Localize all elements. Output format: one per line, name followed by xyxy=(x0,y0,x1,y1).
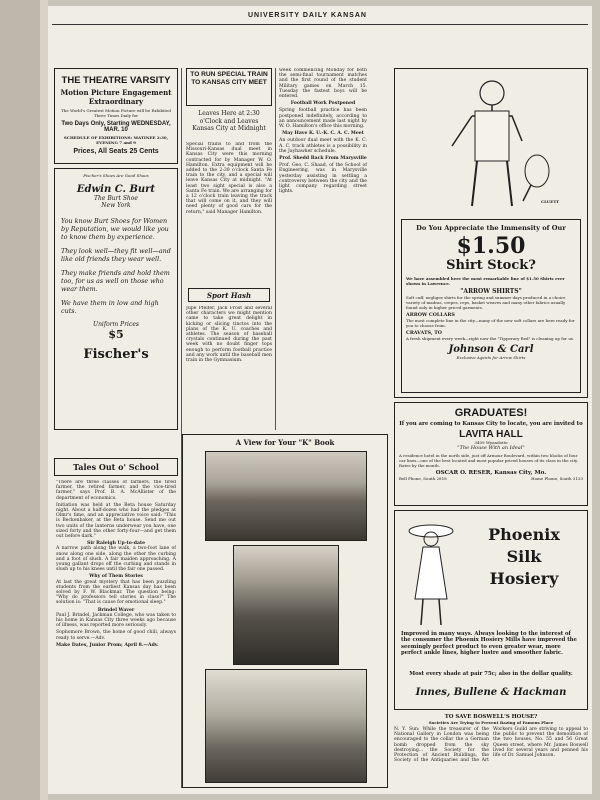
graduates-phone1: Bell Phone, South 2818 xyxy=(399,476,447,481)
arrow-product: Shirt Stock? xyxy=(446,258,536,273)
graduates-hall: LAVITA HALL xyxy=(459,429,523,440)
burt-brand: Edwin C. Burt xyxy=(76,184,156,195)
football-head: Football Work Postponed xyxy=(290,101,356,107)
burt-city: New York xyxy=(101,202,131,209)
varsity-sub3: The World's Greatest Motion Picture will be Exhibited Three Times Daily for xyxy=(61,108,171,118)
masthead-title: UNIVERSITY DAILY KANSAN xyxy=(248,12,367,19)
boswell-article xyxy=(394,714,588,790)
arrow-collars-title: ARROW COLLARS xyxy=(406,312,455,318)
arrow-body: Soft cuff, negligee shirts for the spring and summer days produced in a choice variety of madras, crepes, reps, basket weaves and many other fabrics usually found only in higher priced garments. xyxy=(406,295,566,310)
burt-p3: They make friends and hold them too, for us as well on those who wear them. xyxy=(61,269,170,293)
tales-h2: Why of Them Stories xyxy=(89,574,143,580)
tales-body4: At last the great mystery that has been puzzling students from the earliest Kansas day has been solved by F. W. Blackmar. The question being: "Why do professors tell stories in class?" The solution is: "That is cause for emotional sleep." xyxy=(56,579,176,606)
graduates-owner: OSCAR O. RESER, Kansas City, Mo. xyxy=(435,470,547,476)
campus-photo-1 xyxy=(205,451,367,541)
tales-body5: Paul J. Brindel, Jackman College, who was taken to his home in Kansas City three weeks ago because of illness, was reported more seriously. xyxy=(56,612,176,629)
tales-body3: A narrow path along the walk, a two-foot lane of snow along one side, along the other the curbing and a foot of slush. A fair maiden approaching. A young gallant drops off the curbing and stands in slush up to his knees until the fair one passed. xyxy=(56,546,176,573)
arrow-agents: Exclusive Agents for Arrow Shirts xyxy=(456,355,526,360)
graduates-address: 3409 Wyandotte xyxy=(474,440,508,445)
phoenix-store: Innes, Bullene & Hackman xyxy=(415,687,567,698)
burt-store: Fischer's xyxy=(83,347,149,362)
col3-body1: week commencing Monday for both the semi-final tournament matches and the first round of the student Military games on March 15. Tuesday the fastest boys will be entered. xyxy=(279,68,367,100)
varsity-sub1: Motion Picture Engagement xyxy=(60,88,172,97)
graduates-phone2: Home Phone, South 3133 xyxy=(531,476,583,481)
varsity-days: Two Days Only, Starting WEDNESDAY, MAR. 10 xyxy=(61,121,171,133)
burt-p4: We have them in low and high cuts. xyxy=(61,299,159,315)
graduates-ad xyxy=(394,402,588,506)
sport-hash-body: Jupe Pfeifer, Jack Frost and several other characters we might mention came to take great delight in kicking or slicing tinctos into the plans of the K. U. coaches and athletes. The season of baseball crystals continued during the past week with no doubt finger tops enough to perform football practice and any work until the baseball men train in the Gymnasium. xyxy=(186,306,272,364)
mayhere-body: An outdoor dual meet with the K. C. A. C. track athletes is a possibility in the Jayhawker schedule. xyxy=(279,138,367,154)
graduates-title: GRADUATES! xyxy=(454,407,528,419)
tennis-player-illustration xyxy=(397,71,587,211)
arrow-title: "ARROW SHIRTS" xyxy=(460,288,522,295)
varsity-ad xyxy=(54,68,178,164)
graduates-body: A residence hotel in the north side, just off Armour Boulevard, within two blocks of four car lines—one of the best located and most popular priced houses of its class in the city. Rates by the month. xyxy=(399,453,579,468)
tales-h3: Brindel Waver xyxy=(97,607,135,613)
graduates-phones xyxy=(399,476,583,481)
phoenix-line2: Silk xyxy=(506,547,542,566)
arrow-shirts-ad xyxy=(394,68,588,398)
tales-body6: Sophomore Brown, the home of good chili, always ready to serve.—Adv. xyxy=(56,630,176,641)
arrow-store: Johnson & Carl xyxy=(448,344,534,355)
arrow-cravats-title: CRAVATS, TO xyxy=(406,330,442,336)
varsity-title: THE THEATRE VARSITY xyxy=(61,75,171,86)
phoenix-line1: Phoenix xyxy=(488,525,560,544)
varsity-prices: Prices, All Seats 25 Cents xyxy=(73,148,159,155)
train-title: TO RUN SPECIAL TRAIN TO KANSAS CITY MEET xyxy=(190,71,268,86)
col3-column xyxy=(279,68,367,430)
k-book-photo-box xyxy=(182,434,388,788)
arrow-headline: Do You Appreciate the Immensity of Our xyxy=(416,224,566,232)
burt-p1: You know Burt Shoes for Women by Reputation, we would like you to know them by experience. xyxy=(61,217,169,241)
varsity-sub2: Extraordinary xyxy=(88,97,144,106)
binding-edge xyxy=(40,0,48,800)
graduates-intro: If you are coming to Kansas City to locate, you are invited to xyxy=(399,421,583,427)
sport-hash-box xyxy=(188,288,270,302)
prof-head: Prof. Shedd Back From Marysville xyxy=(279,156,367,162)
masthead-rule xyxy=(52,24,588,25)
arrow-sub: We have assembled here the most remarkable line of $1.50 Shirts ever shown in Lawrence. xyxy=(406,276,565,286)
k-book-title: A View for Your "K" Book xyxy=(235,438,335,447)
football-body: Spring football practice has been postponed indefinitely, according to an announcement made last night by W. O. Hamilton's office this morning. xyxy=(279,108,367,130)
boswell-body: N. Y. Sun: While the treasurer of the National Gallery in London was being encouraged to the collar the a German bomb dropped from the sky destroying... the Society for the Protection of Ancient Buildings, the Society of the Antiquaries and the Art Workers Guild are striving to appeal to the public to prevent the demolition of the two houses, No. 55 and 56 Great Queen street, where Mr. James Boswell lived for several years and penned his life of Dr. Samuel Johnson. xyxy=(394,727,588,764)
arrow-collars-body: The most complete line in the city—many of the new soft collars are here ready for you to choose from. xyxy=(406,318,575,328)
burt-shoe-ad xyxy=(54,168,178,430)
phoenix-body: Improved in many ways. Always looking to the interest of the consumer the Phoenix Hosiery Mills have improved the seemingly perfect product to even greater wear, more perfect ankle lines, higher lustre and smoother fabric. xyxy=(401,631,577,657)
arrow-inner-box xyxy=(401,219,581,393)
campus-photo-3 xyxy=(205,669,367,783)
newspaper-page xyxy=(48,6,592,794)
graduates-motto: "The House With an Ideal" xyxy=(457,445,525,451)
mayhere-head: May Have K. U.-K. C. A. C. Meet xyxy=(282,131,364,137)
tales-h1: Sir Raleigh Up-to-date xyxy=(87,541,145,547)
tales-box xyxy=(54,458,178,476)
arrow-brand: CLUETT xyxy=(541,199,560,204)
column-divider-2 xyxy=(275,68,276,430)
boswell-title: TO SAVE BOSWELL'S HOUSE? xyxy=(444,714,538,720)
phoenix-price: Most every shade at pair 75c; also in the dollar quality. xyxy=(409,671,573,677)
varsity-schedule: SCHEDULE OF EXHIBITIONS: MATINEE 2:30, EVENING 7 and 9 xyxy=(63,135,169,145)
train-leaves: Leaves Here at 2:30 o'Clock and Leaves Kansas City at Midnight xyxy=(192,110,266,132)
burt-corner: Fischer's Shoes Are Good Shoes xyxy=(83,173,149,178)
tales-title: Tales Out o' School xyxy=(73,462,159,472)
campus-photo-2 xyxy=(233,545,339,665)
tales-body2: Initiation was held at the Beta house Saturday night. About a half-dozen who had the pledges at Olmr's time, and an appreciative voice said: "This is Beckenbaker, at the Beta house. Send me out two units of the lanterns underwear you have, one sized forty and the other forty-four—and get them out before dark." xyxy=(56,502,176,540)
arrow-cravats-body: A fresh shipment every week—right now the "Tipperary Red" is cleaning up for us. xyxy=(406,336,575,341)
phoenix-line3: Hosiery xyxy=(489,569,559,588)
boswell-sub: Societies Are Trying to Prevent Razing of Famous Place xyxy=(428,720,554,725)
burt-price-label: Uniform Prices xyxy=(93,321,139,328)
arrow-price: $1.50 xyxy=(456,233,526,259)
tales-footer: Make Dates, Junior Prom; April 8.—Adv. xyxy=(56,642,159,648)
burt-price: $5 xyxy=(108,328,124,341)
prof-body: Prof. Geo. C. Shaad, of the School of Engineering, was in Marysville yesterday assisting in settling a controversy between the city and the light company regarding street lights. xyxy=(279,163,367,195)
tales-column xyxy=(56,480,176,792)
phoenix-hosiery-ad xyxy=(394,510,588,710)
train-headline-box xyxy=(186,68,272,106)
tales-body1: "There are three classes of farmers, the tired farmer, the retired farmer, and the vice-tired farmer," says Prof. B. A. McAllister of the department of economics. xyxy=(56,480,176,501)
sport-hash-title: Sport Hash xyxy=(206,291,252,300)
burt-sub: The Burt Shoe xyxy=(94,195,138,202)
burt-p2: They look well—they fit well—and like old friends they wear well. xyxy=(61,247,171,263)
train-body: Special trains to and from the Missouri-Kansas dual meet in Kansas City were this morning contracted for by Manager W. O. Hamilton. Extra equipment will be added to the 2:30 o'clock Santa Fe train to the city, and a special will leave Kansas City at midnight. "At least two sight special is also a Santa Fe train. We are arranging for a 12 o'clock train leaving the track that will come on it, and they will need plenty of good cars for the return," said Manager Hamilton. xyxy=(186,142,272,215)
lady-illustration xyxy=(401,519,461,629)
